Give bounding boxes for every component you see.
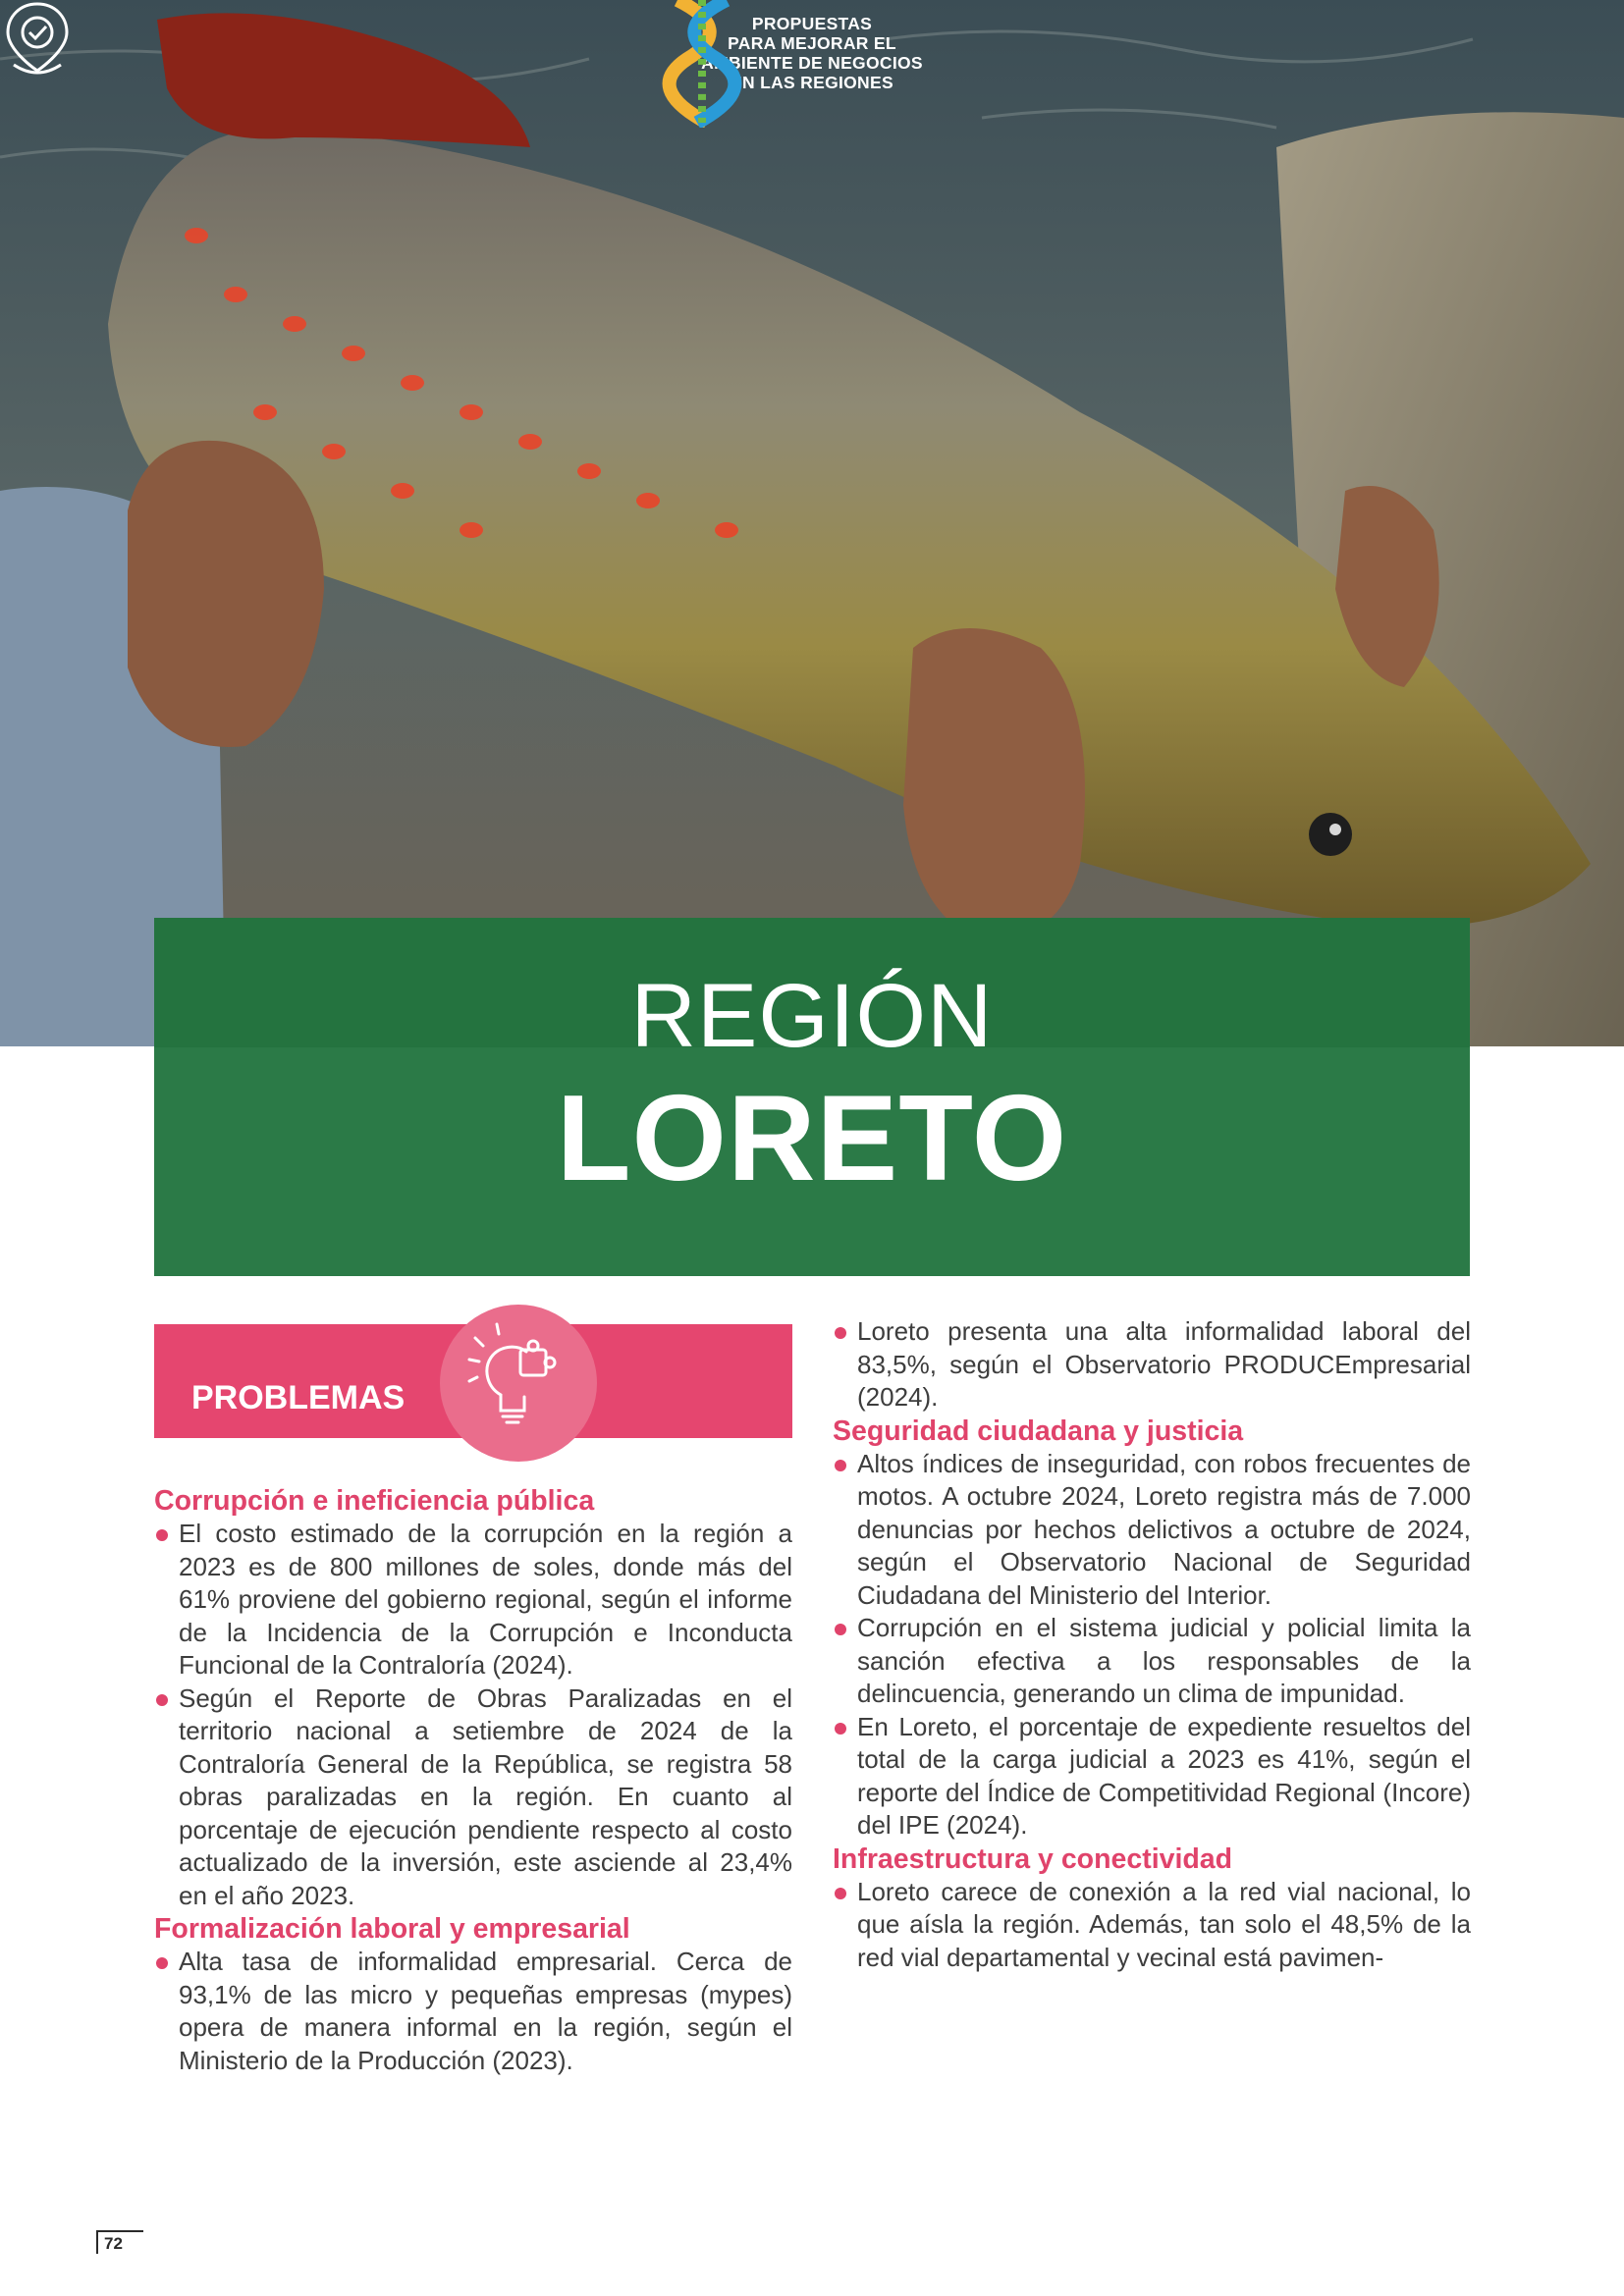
list-item-text: Alta tasa de informalidad empresarial. Cerca de 93,1% de las micro y pequeñas empresas (mypes) opera de manera informal en la región, según el Ministerio de la Producción (2023). [179, 1947, 792, 2075]
list-item-text: Según el Reporte de Obras Paralizadas en el territorio nacional a setiembre de 2024 de la Contraloría General de la República, se registra 58 obras paralizadas en la región. En cuanto al porcentaje de ejecución pendiente respecto al costo actualizado de la inversión, este asciende al 23,4% en el año 2023. [179, 1682, 792, 1910]
left-column [154, 1484, 792, 2077]
list-corrupcion [154, 1518, 792, 1912]
list-item-text: Loreto presenta una alta informalidad laboral del 83,5%, según el Observatorio PRODUCEmpresarial (2024). [857, 1316, 1471, 1412]
section-heading-formalizacion: Formalización laboral y empresarial [154, 1913, 630, 1945]
location-pin-check-icon [0, 0, 75, 80]
brand-block [648, 0, 976, 92]
list-item-text: Altos índices de inseguridad, con robos frecuentes de motos. A octubre 2024, Loreto registra más de 7.000 denuncias por hechos delictivos a octubre de 2024, según el Observatorio Nacional de Seguridad Ciudadana del Ministerio del Interior. [857, 1448, 1471, 1610]
bullet-dot [835, 1624, 846, 1635]
region-word: REGIÓN [630, 966, 994, 1066]
list-item [154, 1518, 792, 1682]
list-item [833, 1448, 1471, 1613]
list-item [154, 1946, 792, 2077]
list-item [833, 1876, 1471, 1975]
list-lead [833, 1315, 1471, 1415]
list-formalizacion [154, 1946, 792, 2077]
brand-line-3: AMBIENTE DE NEGOCIOS [701, 53, 923, 73]
list-item [154, 1682, 792, 1913]
brand-line-4: EN LAS REGIONES [731, 73, 893, 92]
list-item-text: El costo estimado de la corrupción en la región a 2023 es de 800 millones de soles, donde más del 61% proviene del gobierno regional, según el informe de la Incidencia de la Corrupción e Inconducta Funcional de la Contraloría (2024). [179, 1519, 792, 1680]
list-item-text: Loreto carece de conexión a la red vial nacional, lo que aísla la región. Además, tan solo el 48,5% de la red vial departamental y vecinal está pavimen- [857, 1876, 1471, 1972]
region-name: LORETO [556, 1071, 1068, 1206]
list-item [833, 1315, 1471, 1415]
page-number: 72 [96, 2230, 143, 2254]
lightbulb-puzzle-icon [440, 1305, 597, 1462]
bullet-dot [156, 1957, 168, 1969]
bullet-dot [156, 1529, 168, 1541]
bullet-dot [156, 1694, 168, 1706]
list-infraestructura [833, 1876, 1471, 1975]
list-seguridad [833, 1448, 1471, 1842]
section-heading-seguridad: Seguridad ciudadana y justicia [833, 1415, 1244, 1447]
problemas-icon-circle [440, 1305, 597, 1462]
right-column [833, 1315, 1471, 1974]
bullet-dot [835, 1327, 846, 1339]
arapaima-fish-illustration [0, 0, 1624, 1046]
braided-colorful-strands-icon [648, 0, 756, 128]
brand-line-2: PARA MEJORAR EL [728, 33, 896, 53]
bullet-dot [835, 1723, 846, 1735]
bullet-dot [835, 1460, 846, 1471]
problemas-label: PROBLEMAS [191, 1379, 406, 1416]
section-heading-infraestructura: Infraestructura y conectividad [833, 1842, 1233, 1875]
region-title-band [154, 918, 1470, 1276]
list-item [833, 1711, 1471, 1842]
list-item-text: Corrupción en el sistema judicial y policial limita la sanción efectiva a los responsables de la delincuencia, generando un clima de impunidad. [857, 1613, 1471, 1708]
hero-photo [0, 0, 1624, 1046]
section-heading-corrupcion: Corrupción e ineficiencia pública [154, 1485, 595, 1517]
list-item-text: En Loreto, el porcentaje de expediente resueltos del total de la carga judicial a 2023 es 41%, según el reporte del Índice de Competitividad Regional (Incore) del IPE (2024). [857, 1711, 1471, 1840]
bullet-dot [835, 1888, 846, 1899]
brand-line-1: PROPUESTAS [751, 14, 873, 33]
list-item [833, 1612, 1471, 1711]
